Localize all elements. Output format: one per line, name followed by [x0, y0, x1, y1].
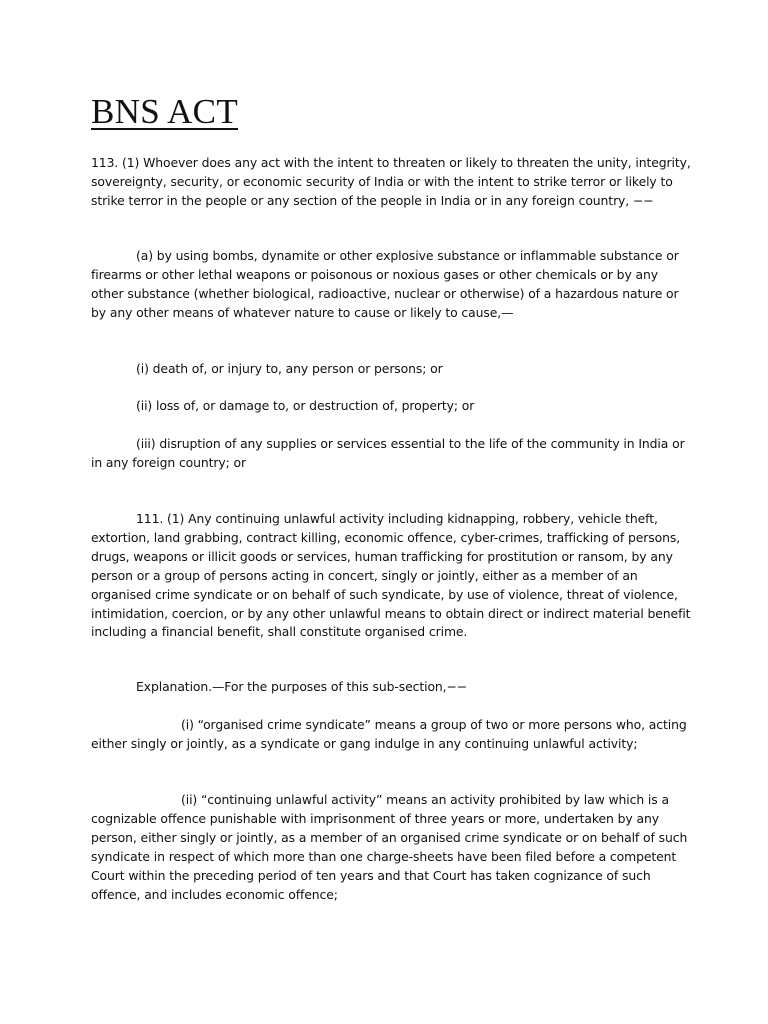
clause-ii-paragraph: (ii) loss of, or damage to, or destruction of, property; or	[136, 398, 475, 413]
definition-i-paragraph: (i) “organised crime syndicate” means a group of two or more persons who, acting either singly or jointly, as a syndicate or gang indulge in any continuing unlawful activity;	[91, 717, 687, 751]
document-title: BNS ACT	[91, 92, 239, 131]
clause-i-paragraph: (i) death of, or injury to, any person or persons; or	[136, 361, 443, 376]
explanation-paragraph: Explanation.—For the purposes of this sub-section,−−	[136, 679, 468, 694]
definition-ii-paragraph: (ii) “continuing unlawful activity” means an activity prohibited by law which is a cognizable offence punishable with imprisonment of three years or more, undertaken by any person, either singly or jointly, as a member of an organised crime syndicate or on behalf of such syndicate in respect of which more than one charge-sheets have been filed before a competent Court within the preceding period of ten years and that Court has taken cognizance of such offence, and includes economic offence;	[91, 792, 688, 902]
clause-a-paragraph: (a) by using bombs, dynamite or other explosive substance or inflammable substance or firearms or other lethal weapons or poisonous or noxious gases or other chemicals or by any other substance (whether biological, radioactive, nuclear or otherwise) of a hazardous nature or by any other means of whatever nature to cause or likely to cause,—	[91, 248, 679, 320]
section-111-paragraph: 111. (1) Any continuing unlawful activity including kidnapping, robbery, vehicle theft, extortion, land grabbing, contract killing, economic offence, cyber-crimes, trafficking of persons, drugs, weapons or illicit goods or services, human trafficking for prostitution or ransom, by any person or a group of persons acting in concert, singly or jointly, either as a member of an organised crime syndicate or on behalf of such syndicate, by use of violence, threat of violence, intimidation, coercion, or by any other unlawful means to obtain direct or indirect material benefit including a financial benefit, shall constitute organised crime.	[91, 511, 691, 640]
clause-iii-paragraph: (iii) disruption of any supplies or services essential to the life of the community in India or in any foreign country; or	[91, 436, 685, 470]
section-113-paragraph: 113. (1) Whoever does any act with the intent to threaten or likely to threaten the unity, integrity, sovereignty, security, or economic security of India or with the intent to strike terror or likely to strike terror in the people or any section of the people in India or in any foreign country, −−	[91, 155, 691, 208]
